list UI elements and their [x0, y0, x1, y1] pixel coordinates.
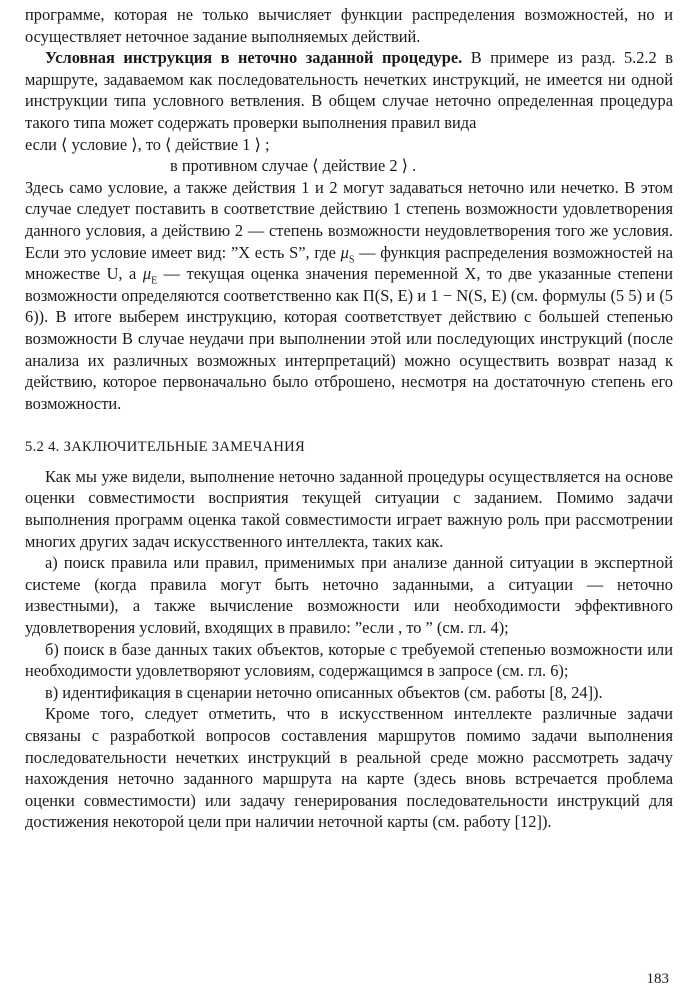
rule-line-if: если ⟨ условие ⟩, то ⟨ действие 1 ⟩ ; — [25, 134, 270, 154]
list-item-c: в) идентификация в сценарии неточно описанных объектов (см. работы [8, 24]). — [45, 682, 603, 702]
section-heading: 5.2 4. ЗАКЛЮЧИТЕЛЬНЫЕ ЗАМЕЧАНИЯ — [25, 439, 306, 456]
paragraph-conditional-instruction — [25, 47, 673, 133]
paragraph-conclusion-intro: Как мы уже видели, выполнение неточно заданной процедуры осуществляется на основе оценки совместимости восприятия текущей ситуации с заданием. Помимо задачи выполнения программ оценка такой совместимости играет важную роль при рассмотрении многих других задач искусственного интеллекта, таких как. — [25, 466, 673, 551]
paragraph-condition-explanation — [25, 177, 673, 415]
subscript-s: S — [348, 253, 355, 265]
mu-symbol: μ — [340, 242, 349, 262]
mu-symbol: μ — [142, 264, 152, 284]
subscript-e: E — [151, 275, 158, 287]
paragraph-final: Кроме того, следует отметить, что в искусственном интеллекте различные задачи связаны с разработкой вопросов составления маршрутов помимо задачи выполнения последовательности нечетких инструкций в реальной среде можно рассмотреть задачу нахождения неточно заданного маршрута на карте (здесь вновь встречается проблема оценки совместимости) или задачу генерирования последовательности инструкций для достижения некоторой цели при наличии неточной карты (см. работу [12]). — [25, 704, 673, 832]
rule-line-else: в противном случае ⟨ действие 2 ⟩ . — [170, 156, 417, 176]
list-item-a: а) поиск правила или правил, применимых при анализе данной ситуации в экспертной системе (когда правила могут быть неточно заданными, а ситуации — неточно известными), а также вычисление возможности или необходимости эффективного удовлетворения условий, входящих в правило: ”если , то ” (см. гл. 4); — [25, 553, 673, 638]
text-fragment: Здесь само условие, а также действия 1 и 2 могут задаваться неточно или нечетко. В этом случае следует поставить в соответствие действию 1 степень возможности удовлетворения данного условия, а действию 2 — степень возможности неудовлетворения того же условия. Если это условие имеет вид: ”X есть S”, где — [25, 177, 673, 262]
paragraph-heading-bold: Условная инструкция в неточно заданной процедуре. — [45, 48, 463, 68]
text-fragment: — функция распределения возможностей на множестве U, а — [25, 242, 674, 284]
list-item-b: б) поиск в базе данных таких объектов, которые с требуемой степенью возможности или необходимости удовлетворяют условиям, содержащимся в запросе (см. гл. 6); — [25, 639, 673, 681]
paragraph-body: В примере из разд. 5.2.2 в маршруте, задаваемом как последовательность нечетких инструкций, не имеется ни одной инструкции типа условного ветвления. В общем случае неточно определенная процедура такого типа может содержать проверки выполнения правил вида — [25, 48, 673, 132]
text-fragment: — текущая оценка значения переменной X, то две указанные степени возможности определяются соответственно как Π(S, E) и 1 − N(S, E) (см. формулы (5 5) и (5 6)). В итоге выберем инструкцию, которая соответствует действию с большей степенью возможности В случае неудачи при выполнении этой или последующих инструкций (после анализа их различных возможных интерпретаций) можно осуществить возврат назад к действию, которое первоначально было отброшено, несмотря на достаточную степень его возможности. — [25, 264, 673, 413]
paragraph-intro-continuation: программе, которая не только вычисляет функции распределения возможностей, но и осуществляет неточное задание выполняемых действий. — [25, 5, 673, 46]
page-number: 183 — [646, 971, 669, 987]
